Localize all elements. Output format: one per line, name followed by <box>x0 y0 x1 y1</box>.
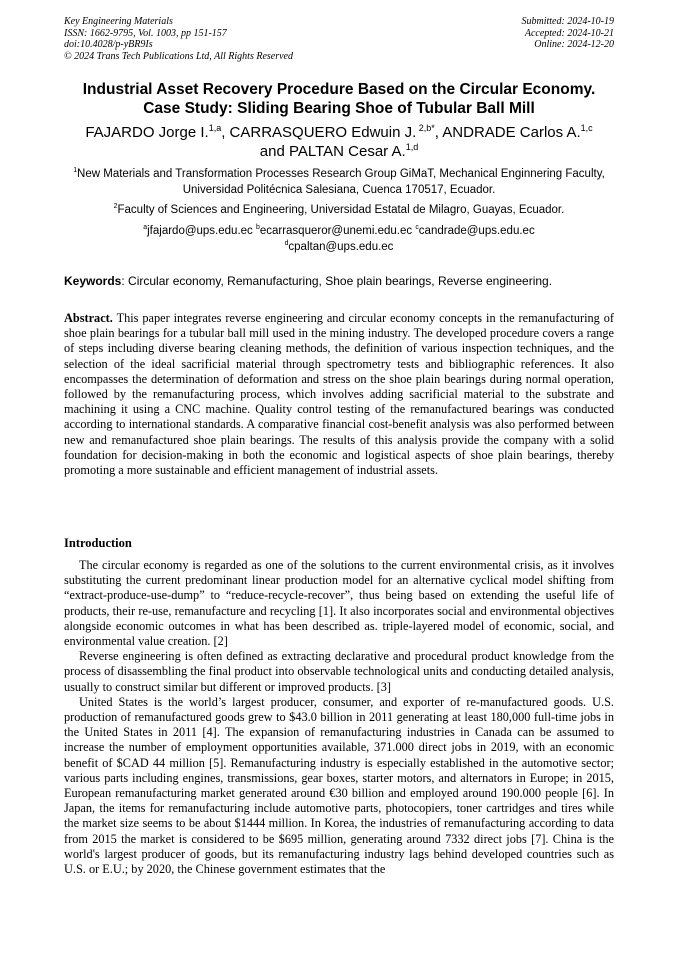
title-line-1: Industrial Asset Recovery Procedure Based on the Circular Economy. <box>82 81 596 98</box>
author-sup: 1,d <box>405 142 419 152</box>
affiliation-1 <box>50 166 628 198</box>
journal-header <box>64 16 293 62</box>
online-date: Online: 2024-12-20 <box>534 39 614 50</box>
email-sup: b <box>255 224 260 232</box>
keywords-label: Keywords <box>64 274 122 288</box>
author-line-1 <box>40 123 638 142</box>
author-line-2 <box>40 142 638 161</box>
paper-title <box>40 80 638 118</box>
email-sup: d <box>284 240 289 248</box>
author-emails <box>50 223 628 255</box>
journal-name: Key Engineering Materials <box>64 16 173 27</box>
email-sup: c <box>415 224 419 232</box>
author-name: FAJARDO Jorge I. <box>85 124 209 141</box>
author-sup: 1,c <box>580 123 593 133</box>
paragraph: Reverse engineering is often defined as extracting declarative and procedural product knowledge from the process of disassembling the final product into observable technological units and conducting detailed analysis, usually to construct similar but different or improved products. [3] <box>64 649 614 694</box>
email-line-1 <box>50 223 628 239</box>
accepted-date: Accepted: 2024-10-21 <box>524 27 614 39</box>
author-name: ANDRADE Carlos A. <box>442 124 581 141</box>
author-sup: 2,b* <box>416 123 435 133</box>
affiliation-sup: 2 <box>113 203 118 211</box>
journal-issn: ISSN: 1662-9795, Vol. 1003, pp 151-157 <box>64 27 227 39</box>
abstract <box>64 311 614 478</box>
email-link[interactable]: cpaltan@ups.edu.ec <box>288 241 394 253</box>
paragraph: United States is the world’s largest producer, consumer, and exporter of re-manufactured goods. U.S. production of remanufactured goods grew to $43.0 billion in 2011 generating at least 180,000 full-time jobs in the United States in 2011 [4]. The expansion of remanufacturing industries in Canada can be assumed to increase the number of employment opportunities available, 371.000 direct jobs in 2019, with an economic benefit of $CAD 44 million [5]. Remanufacturing industry is especially established in the automotive sector; various parts including engines, transmissions, gear boxes, starter motors, and alternators in Europe; in 2015, European remanufacturing market generated around €30 billion and employed around 190.000 people [6]. In Japan, the items for remanufacturing include automotive parts, photocopiers, toner cartridges and tires while the market size seems to be about $1444 million. In Korea, the industries of remanufacturing according to data from 2015 the market is considered to be $695 million, generating around 7332 direct jobs [7]. China is the world's largest producer of goods, but its remanufacturing industry lags behind developed countries such as U.S. or E.U.; by 2020, the Chinese government estimates that the <box>64 694 614 877</box>
affiliation-text: New Materials and Transformation Processes Research Group GiMaT, Mechanical Enginnering Faculty, Universidad Politécnica Salesiana, Cuenca 170517, Ecuador. <box>77 168 605 196</box>
email-link[interactable]: jfajardo@ups.edu.ec <box>147 225 253 237</box>
author-name: CARRASQUERO Edwuin J. <box>229 124 417 141</box>
affiliation-2 <box>50 202 628 218</box>
keywords-text: : Circular economy, Remanufacturing, Shoe plain bearings, Reverse engineering. <box>121 274 553 288</box>
title-line-2: Case Study: Sliding Bearing Shoe of Tubular Ball Mill <box>143 100 535 117</box>
affiliation-sup: 1 <box>73 167 78 175</box>
author-sep: , <box>221 124 230 141</box>
author-sep: , <box>434 124 443 141</box>
author-list <box>40 123 638 161</box>
section-heading-introduction: Introduction <box>64 536 132 550</box>
author-name: and PALTAN Cesar A. <box>259 143 406 160</box>
email-sup: a <box>143 224 148 232</box>
keywords <box>64 274 624 289</box>
submitted-date: Submitted: 2024-10-19 <box>521 16 614 27</box>
author-sup: 1,a <box>208 123 222 133</box>
paragraph: The circular economy is regarded as one of the solutions to the current environmental crisis, as it involves substituting the current predominant linear production model for an alternative cyclical model shifting from “extract-produce-use-dump” to “reduce-recycle-recover”, thus being based on extending the useful life of products, their re-use, remanufacture and recycling [1]. It also incorporates social and environmental objectives alongside economic outcomes in what has been described as. triple-layered model of economic, social, and environmental value creation. [2] <box>64 558 614 649</box>
journal-copyright: © 2024 Trans Tech Publications Ltd, All Rights Reserved <box>64 50 293 62</box>
email-line-2 <box>50 239 628 255</box>
email-link[interactable]: candrade@ups.edu.ec <box>418 225 535 237</box>
dates-header <box>522 16 615 51</box>
email-link[interactable]: ecarrasqueror@unemi.edu.ec <box>259 225 413 237</box>
introduction-body <box>64 558 614 877</box>
journal-doi[interactable]: doi:10.4028/p-yBR9Is <box>64 39 153 50</box>
abstract-label: Abstract. <box>64 311 113 325</box>
abstract-text: This paper integrates reverse engineering and circular economy concepts in the remanufacturing of shoe plain bearings for a tubular ball mill used in the mining industry. The developed procedure covers a range of steps including diverse bearing cleaning methods, the definition of various inspection techniques, and the selection of the ideal sacrificial material through spectrometry tests and bibliographic references. It also encompasses the determination of deformation and stress on the shoe plain bearings during normal operation, followed by the remanufacturing process, which involves adding sacrificial material to the substrate and machining it using a CNC machine. Quality control testing of the remanufactured bearings was conducted according to international standards. A comparative financial cost-benefit analysis was also performed between new and remanufactured shoe plain bearings. The results of this analysis provide the company with a solid foundation for decision-making in both the economic and logistical aspects of shoe plain bearings, thereby promoting a more sustainable and efficient management of industrial assets. <box>64 311 614 478</box>
affiliation-text: Faculty of Sciences and Engineering, Universidad Estatal de Milagro, Guayas, Ecuador. <box>117 204 565 216</box>
